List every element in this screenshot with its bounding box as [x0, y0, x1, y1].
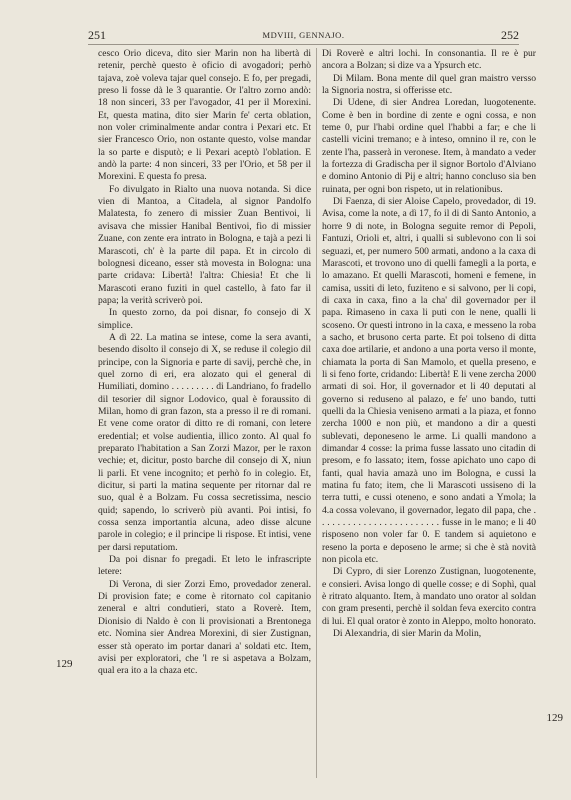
paragraph: A dì 22. La matina se intese, come la sera avanti, besendo disolto il consejo di X, se reduse il colegio dil principe, con la Signoria e parte di savij, perchè che, in quel zorno di eri, era alozato qui el general di Humiliati, domino . . . . . . . . . di Landriano, fo fradello dil tesorier dil signor Lodovico, qual è foraussito di Milan, homo di gran fazon, sta a presso il re di romani. Et vene come orator di ditto re di romani, con letere eredential; et volse audientia, illico zonto. Al qual fo preparato l'habitation a San Zorzi Mazor, per le raxon vechie; et, dicitur, posto barche dil consejo di X, niun li parli. Et vene incognito; et perhò fo in colegio. Et, dicitur, si parti la matina sequente per ritornar dal re suo, qual è a Bolzam. Fu cossa secretissima, nescio quid; sapendo, lo scriverò più avanti. Poi intisi, fo cossa senza importantia alcuna, adeo disse alcune parole in colegio; e il principe li rispose. Et intisi, vene per darsi reputatiom. — [98, 331, 311, 553]
paragraph: Di Milam. Bona mente dil quel gran maistro versso la Signoria nostra, si offerisse etc. — [322, 72, 536, 97]
paragraph: Di Roverè e altri lochi. In consonantia. Il re è pur ancora a Bolzan; si dize va a Ypsurch etc. — [322, 48, 536, 72]
right-column — [322, 48, 536, 641]
paragraph: cesco Orio diceva, dito sier Marin non ha libertà di retenir, perchè questo è oficio di avogadori; perhò tajava, zoè voleva tajar quel consejo. E fo, per pregadi, preso li fosse dà le 3 quarantie. Or l'altro zorno andò: 18 non sinceri, 33 per l'avogador, 41 per il Morexini. Et, questa matina, dito sier Marin fe' certa oblation, non voler criminalmente andar contra i Pexari etc. Et sier Francesco Orio, non ostante questo, volse mandar la so parte e disputò; e li Pexari aceptò l'oblation. E andò la parte: 4 non sinceri, 33 per l'Orio, et 58 per il Morexini. E questa fo presa. — [98, 48, 311, 183]
paragraph: Di Udene, di sier Andrea Loredan, luogotenente. Come è ben in bordine di zente e ogni cossa, e non teme 0, pur l'habi ordine quel l'habbi a far; e che li castelli vicini tremano; e à inteso, omnino il re, con le zente l'ha, passerà in veronese. Item, à mandato a veder la fortezza di Gradischa per il signor Bortolo d'Alviano e domino Antonio di Pij e altri; hanno concluso sia ben ruinata, per ogni bon rispeto, ut in relationibus. — [322, 97, 536, 195]
paragraph: In questo zorno, da poi disnar, fo consejo di X simplice. — [98, 307, 311, 331]
page-header — [88, 28, 519, 45]
running-title: MDVIII, GENNAJO. — [262, 30, 345, 40]
paragraph: Da poi disnar fo pregadi. Et leto le infrascripte letere: — [98, 554, 311, 578]
left-column — [98, 48, 311, 678]
paragraph: Di Alexandria, di sier Marin da Molin, — [333, 628, 482, 640]
margin-number-right: 129 — [546, 712, 563, 724]
margin-number-left: 129 — [56, 658, 73, 670]
paragraph: Fo divulgato in Rialto una nuova notanda. Si dice vien di Mantoa, a Citadela, al signor Pandolfo Malatesta, fo zenero di missier Zuan Bentivoi, li avisava che missier Hanibal Bentivoi, fio di missier Zuane, con zente era intrato in Bologna, e tajà a pezi li Marascoti, ch' è la parte dil papa. Et in circolo di bolognesi diceano, esser stà movesta in Bologna: una parte cridava: Libertà! l'altra: Chiesia! Et che li Marascoti erano fuziti in quel castello, à fato far il papa; la verità scriverò poi. — [98, 183, 311, 306]
paragraph: Di Verona, di sier Zorzi Emo, provedador zeneral. Di provision fate; e come è ritornato col capitanio zeneral e altri condutieri, stato a Roverè. Item, Dionisio di Naldo è con li provisionati a Brentonega etc. Nomina sier Andrea Morexini, di sier Zustignan, esser stà operato im portar danari a' soldati etc. Item, avisi per exploratori, che 'l re si aspetava a Bolzam, qual era ito a la chaza etc. — [98, 578, 311, 677]
column-divider — [316, 48, 317, 778]
paragraph: Di Cypro, di sier Lorenzo Zustignan, luogotenente, e consieri. Avisa longo di quelle cosse; e di Sophì, qual è ritrato alquanto. Item, à mandato uno orator al soldan con gram presenti, perchè il soldan feva exercito contra di lui. El qual orator è zonto in Aleppo, molto honorato. — [322, 566, 536, 627]
paragraph: Di Faenza, di sier Aloise Capelo, provedador, di 19. Avisa, come la note, a dì 17, fo il di di Santo Antonio, a horre 9 di note, in Bologna seguite remor di Pepoli, Fantuzi, Orioli et, altri, i qualli si sublevono con li soi seguazi, et, per numero 500 armati, andono a la caxa di Marascoti, et trovono uno di quelli fameglì a la porta, e lo amazano. Et quelli Marascoti, homeni e femene, in camisa, ussiti di leto, fuziteno e si salvono, per li copi, di caxa in caxa, fino a la cha' dil governador per il papa. Rimaseno in caxa li puti con le nene, qualli li scoseno. Or questi introno in la caxa, e messeno la roba a sacho, et brusono certa parte. Et poi tolseno di ditta caxa doe artilarie, et andono a una porta verso il monte, chiamata la porta di San Mamolo, et quella preseno, e li si feno forte, cridando: Libertà! E li vene zercha 2000 armati di soi. Hor, il governador et li 40 deputati al governo si reduseno al palazo, e fe' uno bando, tutti quelli da la Chiesia veniseno armati a la piaza, et fonno zercha 1000 e non più, et mandono a dir a questi sublevati, deponeseno le arme. Li qualli mandono a dimandar 4 cosse: la prima fusse lassato uno citadin di presom, e fo lassato; item, fosse apichato uno capo di fanti, qual havia amazà uno im Bologna, e cussi la matina fu fato; item, che li Marascoti ussiseno di la terra tutti, e cussi oteneno, e sono andati a Ymola; la 4.a cossa volevano, il governador, legato dil papa, che . . . . . . . . . . . . . . . . . . . . . . . . fusse in le mano; e li 40 risposeno non voler far 0. E tandem si aquietono e reseno la porta e deposeno le arme; si che è stà novità non picola etc. — [322, 196, 536, 566]
page-number-left: 251 — [88, 28, 106, 42]
page-number-right: 252 — [501, 28, 519, 42]
